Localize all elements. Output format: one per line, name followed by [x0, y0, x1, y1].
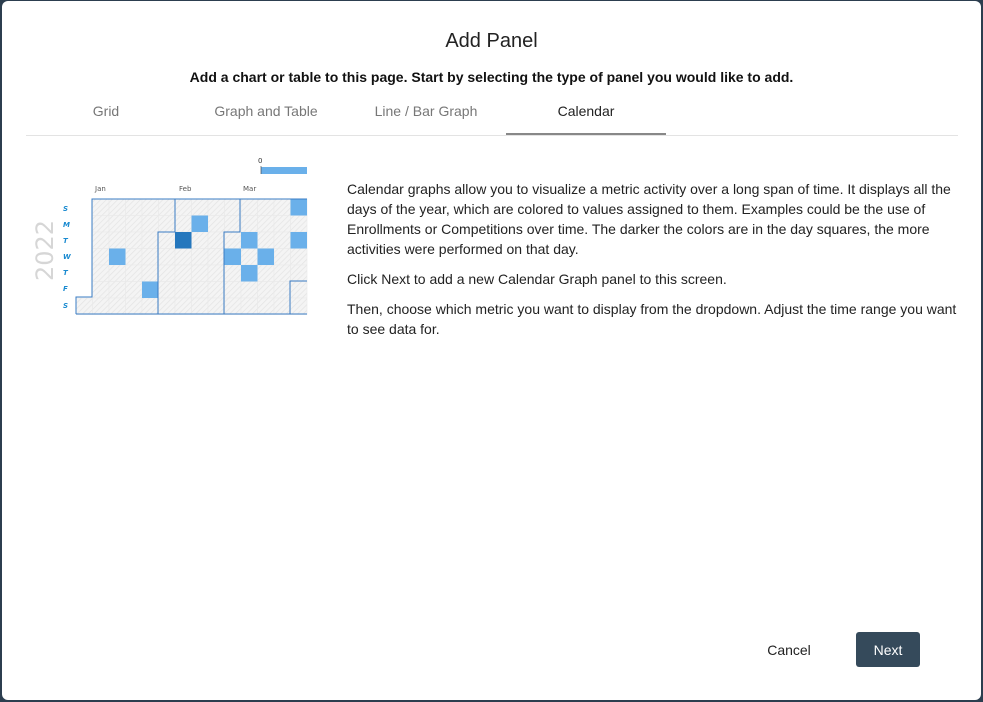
day-cell [225, 282, 242, 299]
active-day-cell [241, 232, 258, 249]
day-cell [93, 232, 110, 249]
day-cell [192, 232, 209, 249]
day-cell [159, 199, 176, 216]
day-cell [159, 298, 176, 315]
weekday-label: T [63, 237, 68, 245]
day-cell [142, 298, 159, 315]
day-cell [126, 265, 143, 282]
weekday-label: S [63, 302, 69, 310]
day-cell [258, 232, 275, 249]
day-cell [159, 265, 176, 282]
cancel-button[interactable]: Cancel [758, 633, 820, 667]
active-day-cell [109, 249, 126, 266]
day-cell [274, 298, 291, 315]
day-cell [291, 282, 308, 299]
day-cell [175, 216, 192, 233]
day-cell [159, 282, 176, 299]
day-cell [142, 265, 159, 282]
day-cell [142, 216, 159, 233]
day-cell [93, 249, 110, 266]
day-cell [192, 265, 209, 282]
day-cell [274, 216, 291, 233]
weekday-label: W [63, 253, 71, 261]
day-cell [291, 216, 308, 233]
day-cell [291, 298, 308, 315]
day-cell [109, 265, 126, 282]
month-label: Jan [95, 185, 106, 193]
active-day-cell [225, 249, 242, 266]
weekday-label: F [63, 285, 68, 293]
day-cell [192, 199, 209, 216]
day-cell [192, 282, 209, 299]
day-cell [208, 216, 225, 233]
legend-bar [261, 167, 307, 174]
weekday-label: M [63, 221, 70, 229]
day-cell [258, 298, 275, 315]
day-cell [93, 265, 110, 282]
active-day-cell [291, 199, 308, 216]
day-cell [258, 265, 275, 282]
day-cell [225, 298, 242, 315]
active-day-cell [291, 232, 308, 249]
day-cell [258, 282, 275, 299]
day-cell [274, 265, 291, 282]
day-cell [126, 232, 143, 249]
day-cell [159, 216, 176, 233]
active-day-cell [175, 232, 192, 249]
day-cell [175, 265, 192, 282]
day-cell [258, 216, 275, 233]
day-cell [93, 199, 110, 216]
day-cell [109, 282, 126, 299]
tab-calendar[interactable]: Calendar [506, 95, 666, 135]
day-cell [274, 249, 291, 266]
month-label: Feb [179, 185, 192, 193]
active-day-cell [258, 249, 275, 266]
day-cell [93, 216, 110, 233]
day-cell [208, 282, 225, 299]
tab-grid[interactable]: Grid [92, 103, 120, 119]
day-cell [126, 298, 143, 315]
description-paragraph: Then, choose which metric you want to display from the dropdown. Adjust the time range you want to see data for. [347, 301, 957, 337]
dialog-title: Add Panel [445, 30, 538, 52]
day-cell [291, 249, 308, 266]
month-label: Mar [243, 185, 257, 193]
day-cell [192, 298, 209, 315]
day-cell [291, 265, 308, 282]
description-paragraph: Click Next to add a new Calendar Graph panel to this screen. [347, 271, 727, 287]
day-cell [274, 232, 291, 249]
day-cell [225, 232, 242, 249]
calendar-preview [28, 153, 313, 323]
day-cell [175, 199, 192, 216]
day-cell [208, 265, 225, 282]
day-cell [159, 232, 176, 249]
active-day-cell [142, 282, 159, 299]
day-cell [241, 298, 258, 315]
day-cell [126, 249, 143, 266]
day-cell [109, 199, 126, 216]
day-cell [93, 298, 110, 315]
day-cell [142, 249, 159, 266]
day-cell [208, 199, 225, 216]
dialog-subtitle: Add a chart or table to this page. Start by selecting the type of panel you would like to add. [189, 69, 794, 85]
day-cell [241, 216, 258, 233]
active-day-cell [192, 216, 209, 233]
day-cell [225, 199, 242, 216]
panel-type-tabs [26, 95, 958, 136]
day-cell [142, 232, 159, 249]
day-cell [159, 249, 176, 266]
day-cell [109, 216, 126, 233]
day-cell [109, 232, 126, 249]
day-cell [192, 249, 209, 266]
day-cell [241, 282, 258, 299]
tab-graph-and-table[interactable]: Graph and Table [214, 103, 318, 119]
day-cell [126, 282, 143, 299]
year-label: 2022 [31, 219, 59, 281]
weekday-label: T [63, 269, 68, 277]
day-cell [208, 232, 225, 249]
day-cell [241, 249, 258, 266]
add-panel-dialog [2, 1, 981, 700]
tab-line-bar-graph[interactable]: Line / Bar Graph [374, 103, 478, 119]
day-cell [241, 199, 258, 216]
day-cell [126, 216, 143, 233]
description-paragraph: Calendar graphs allow you to visualize a metric activity over a long span of time. It displays all the days of the year, which are colored to values assigned to them. Examples could be the use of Enrollments or Competitions over time. The darker the colors are in the day squares, the more activities were performed on that day. [347, 181, 951, 257]
day-cell [93, 282, 110, 299]
weekday-label: S [63, 205, 69, 213]
calendar-grid [76, 199, 307, 315]
day-cell [175, 298, 192, 315]
day-cell [76, 298, 93, 315]
legend-min-label: 0 [258, 157, 263, 165]
day-cell [274, 199, 291, 216]
day-cell [109, 298, 126, 315]
day-cell [175, 249, 192, 266]
day-cell [274, 282, 291, 299]
day-cell [208, 249, 225, 266]
calendar-description [347, 179, 962, 349]
active-day-cell [241, 265, 258, 282]
day-cell [142, 199, 159, 216]
day-cell [225, 216, 242, 233]
day-cell [126, 199, 143, 216]
day-cell [175, 282, 192, 299]
day-cell [225, 265, 242, 282]
day-cell [258, 199, 275, 216]
next-button[interactable]: Next [856, 632, 920, 667]
day-cell [208, 298, 225, 315]
